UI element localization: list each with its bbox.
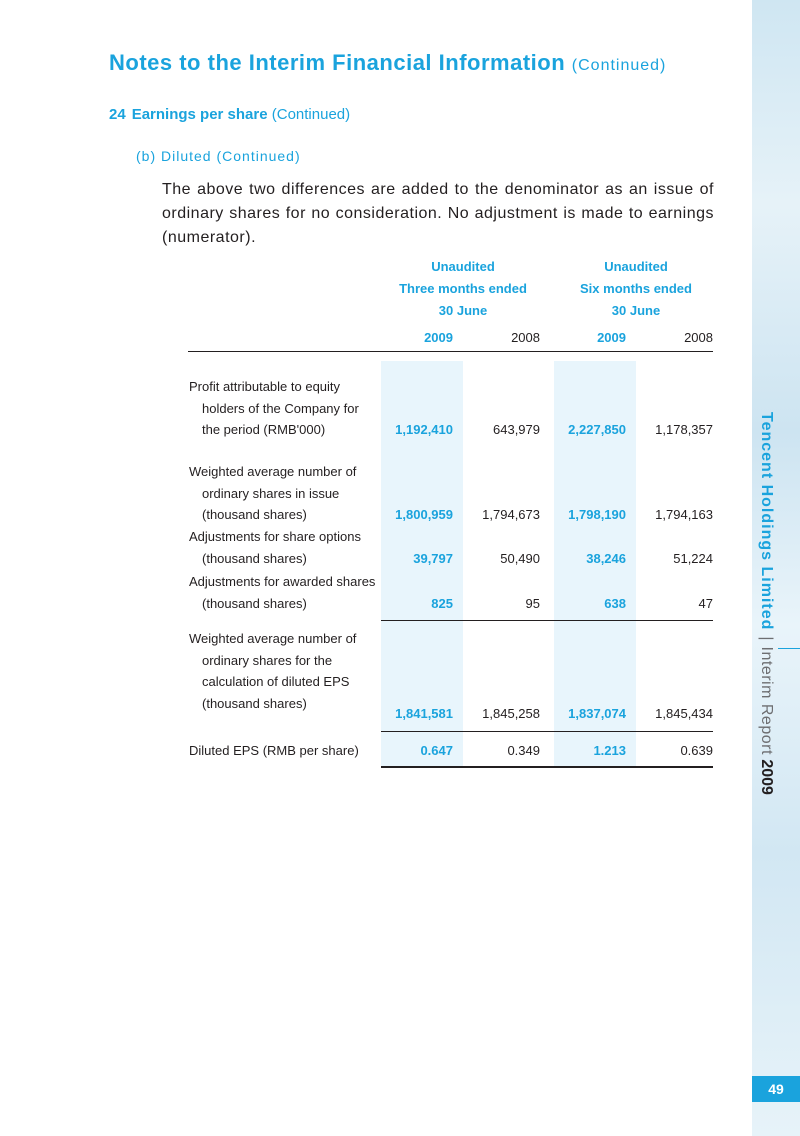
table-cell: 2,227,850 (568, 422, 626, 437)
subsection-heading: (b) Diluted (Continued) (136, 148, 301, 164)
group-header-six-months (551, 256, 721, 322)
header-rule (188, 351, 713, 352)
year-header: 2009 (597, 330, 626, 345)
page-title-text: Notes to the Interim Financial Information (109, 50, 566, 75)
row-label-line: Weighted average number of (189, 631, 357, 646)
table-cell: 1,800,959 (395, 507, 453, 522)
table-cell: 1,798,190 (568, 507, 626, 522)
row-label-profit (189, 376, 359, 441)
total-rule (381, 766, 713, 768)
row-label-share-options (189, 526, 361, 569)
subtotal-rule (381, 731, 713, 732)
page-title (109, 50, 666, 76)
row-label-line: Diluted EPS (RMB per share) (189, 743, 359, 758)
note-number: 24 (109, 106, 126, 123)
table-cell: 1.213 (593, 743, 626, 758)
sidebar-report: Interim Report (758, 646, 775, 755)
sidebar-separator: | (758, 636, 775, 641)
table-cell: 643,979 (493, 422, 540, 437)
group-line-unaudited: Unaudited (431, 259, 495, 274)
row-label-line: Adjustments for share options (189, 529, 361, 544)
row-label-line: Profit attributable to equity (189, 379, 341, 394)
table-cell: 38,246 (586, 551, 626, 566)
row-label-line: ordinary shares in issue (202, 485, 340, 501)
row-label-awarded-shares (189, 571, 375, 614)
table-cell: 47 (698, 596, 713, 611)
table-cell: 51,224 (673, 551, 713, 566)
note-continued: (Continued) (271, 106, 351, 123)
group-line-period: Six months ended (580, 281, 692, 296)
table-cell: 50,490 (500, 551, 540, 566)
table-cell: 1,837,074 (568, 706, 626, 721)
table-cell: 1,794,163 (655, 507, 713, 522)
row-label-weighted-diluted (189, 628, 356, 714)
row-label-weighted-issue (189, 461, 356, 526)
row-label-line: Weighted average number of (189, 464, 357, 479)
row-label-line: (thousand shares) (202, 550, 307, 566)
row-label-line: the period (RMB'000) (202, 422, 326, 437)
table-cell: 1,845,434 (655, 706, 713, 721)
group-line-period: Three months ended (399, 281, 527, 296)
table-cell: 825 (431, 596, 453, 611)
row-label-diluted-eps (189, 740, 359, 762)
sidebar-company: Tencent Holdings Limited (758, 412, 775, 631)
sidebar-year: 2009 (758, 759, 775, 795)
sidebar-vertical-text (756, 412, 776, 795)
table-cell: 0.639 (680, 743, 713, 758)
sidebar-divider (778, 648, 800, 649)
table-cell: 1,841,581 (395, 706, 453, 721)
year-header: 2009 (424, 330, 453, 345)
table-cell: 95 (525, 596, 540, 611)
note-heading (109, 106, 350, 123)
table-cell: 1,794,673 (482, 507, 540, 522)
group-line-date: 30 June (438, 303, 488, 318)
table-cell: 39,797 (413, 551, 453, 566)
table-cell: 1,845,258 (482, 706, 540, 721)
row-label-line: calculation of diluted EPS (202, 674, 350, 689)
year-header: 2008 (511, 330, 540, 345)
year-header: 2008 (684, 330, 713, 345)
row-label-line: (thousand shares) (202, 695, 307, 711)
group-line-unaudited: Unaudited (604, 259, 668, 274)
row-label-line: holders of the Company for (202, 400, 359, 416)
table-cell: 0.647 (420, 743, 453, 758)
table-cell: 1,192,410 (395, 422, 453, 437)
note-title: Earnings per share (131, 106, 268, 123)
subtotal-rule (381, 620, 713, 621)
group-line-date: 30 June (611, 303, 661, 318)
row-label-line: Adjustments for awarded shares (189, 574, 376, 589)
page-number: 49 (752, 1076, 800, 1102)
row-label-line: (thousand shares) (202, 595, 307, 611)
body-paragraph: The above two differences are added to the denominator as an issue of ordinary shares for no consideration. No adjustment is made to earnings (numerator). (162, 181, 714, 246)
group-header-three-months (378, 256, 548, 322)
table-cell: 638 (604, 596, 626, 611)
page-title-continued: (Continued) (571, 57, 667, 74)
table-cell: 0.349 (507, 743, 540, 758)
table-cell: 1,178,357 (655, 422, 713, 437)
row-label-line: ordinary shares for the (202, 652, 333, 668)
row-label-line: (thousand shares) (202, 507, 307, 522)
